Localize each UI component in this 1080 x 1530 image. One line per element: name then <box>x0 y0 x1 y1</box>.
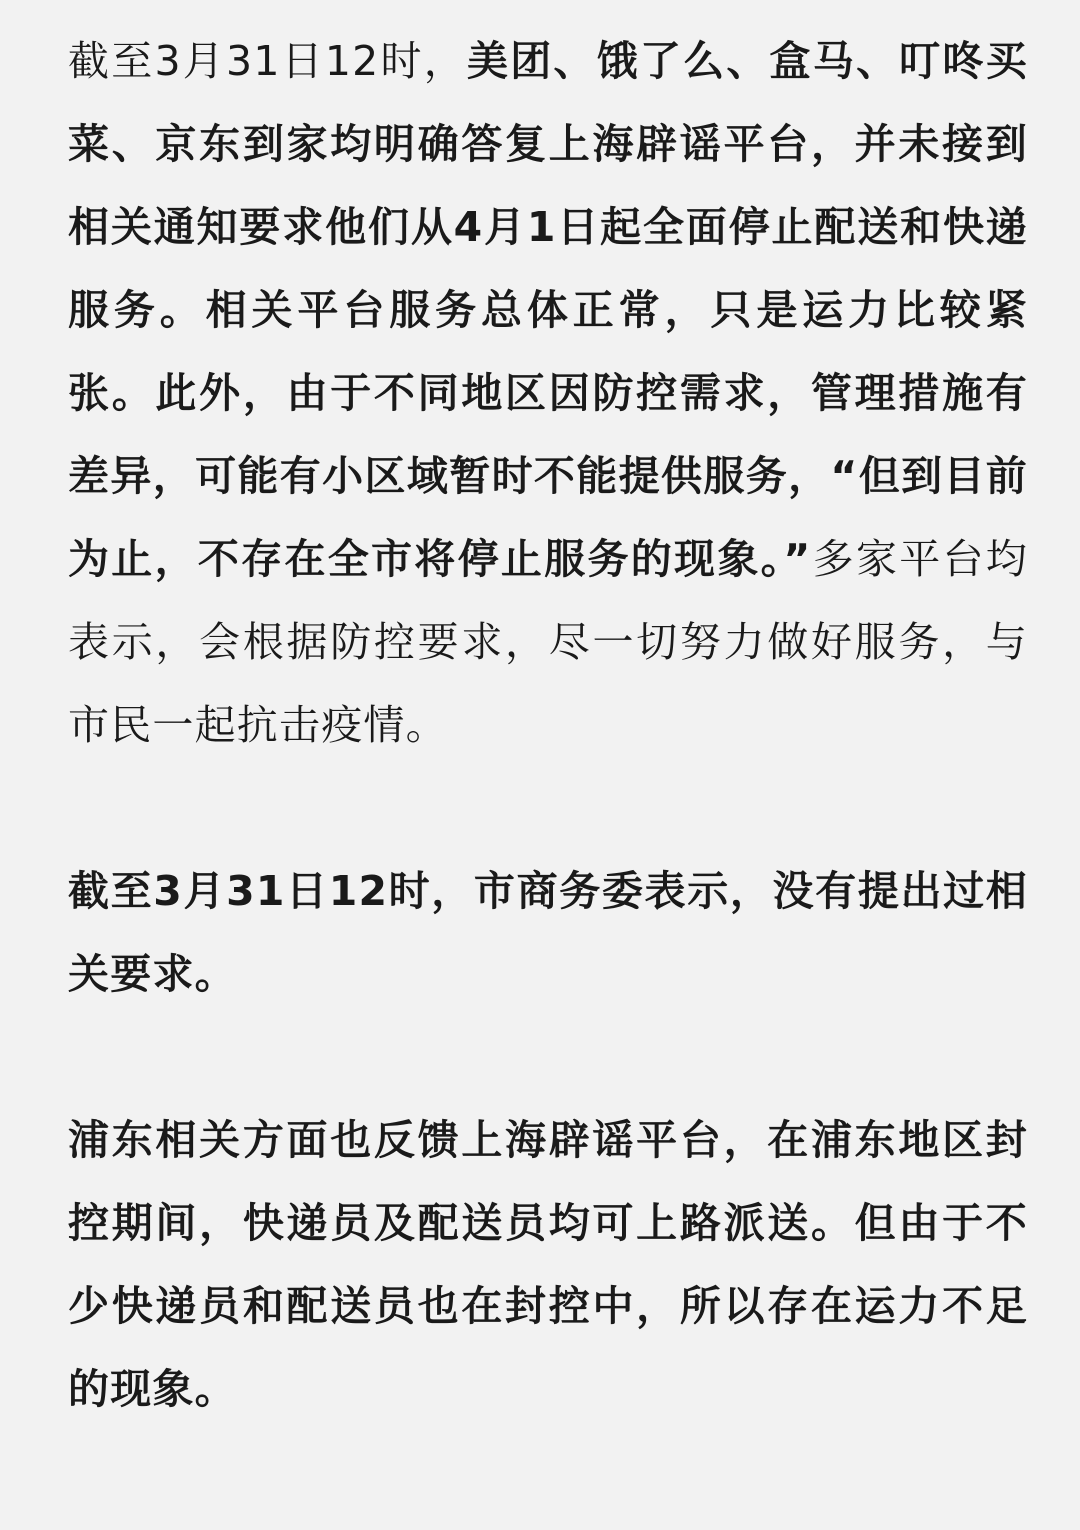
paragraph-1-intro: 截至3月31日12时， <box>68 37 467 85</box>
paragraph-1-outro: 多家平台均表示，会根据防控要求，尽一切努力做好服务，与市民一起抗击疫情。 <box>68 535 1029 749</box>
paragraph-pudong-feedback: 浦东相关方面也反馈上海辟谣平台，在浦东地区封控期间，快递员及配送员均可上路派送。但由于不少快递员和配送员也在封控中，所以存在运力不足的现象。 <box>68 1116 1028 1413</box>
paragraph-1-bold-text: 美团、饿了么、盒马、叮咚买菜、京东到家均明确答复上海辟谣平台，并未接到相关通知要求他们从4月1日起全面停止配送和快递服务。相关平台服务总体正常，只是运力比较紧张。此外，由于不同地区因防控需求，管理措施有差异，可能有小区域暂时不能提供服务，“但到目前为止，不存在全市将停止服务的现象。” <box>68 37 1028 583</box>
paragraph-platform-reply <box>68 20 1028 767</box>
paragraph-commerce-committee: 截至3月31日12时，市商务委表示，没有提出过相关要求。 <box>68 867 1028 998</box>
